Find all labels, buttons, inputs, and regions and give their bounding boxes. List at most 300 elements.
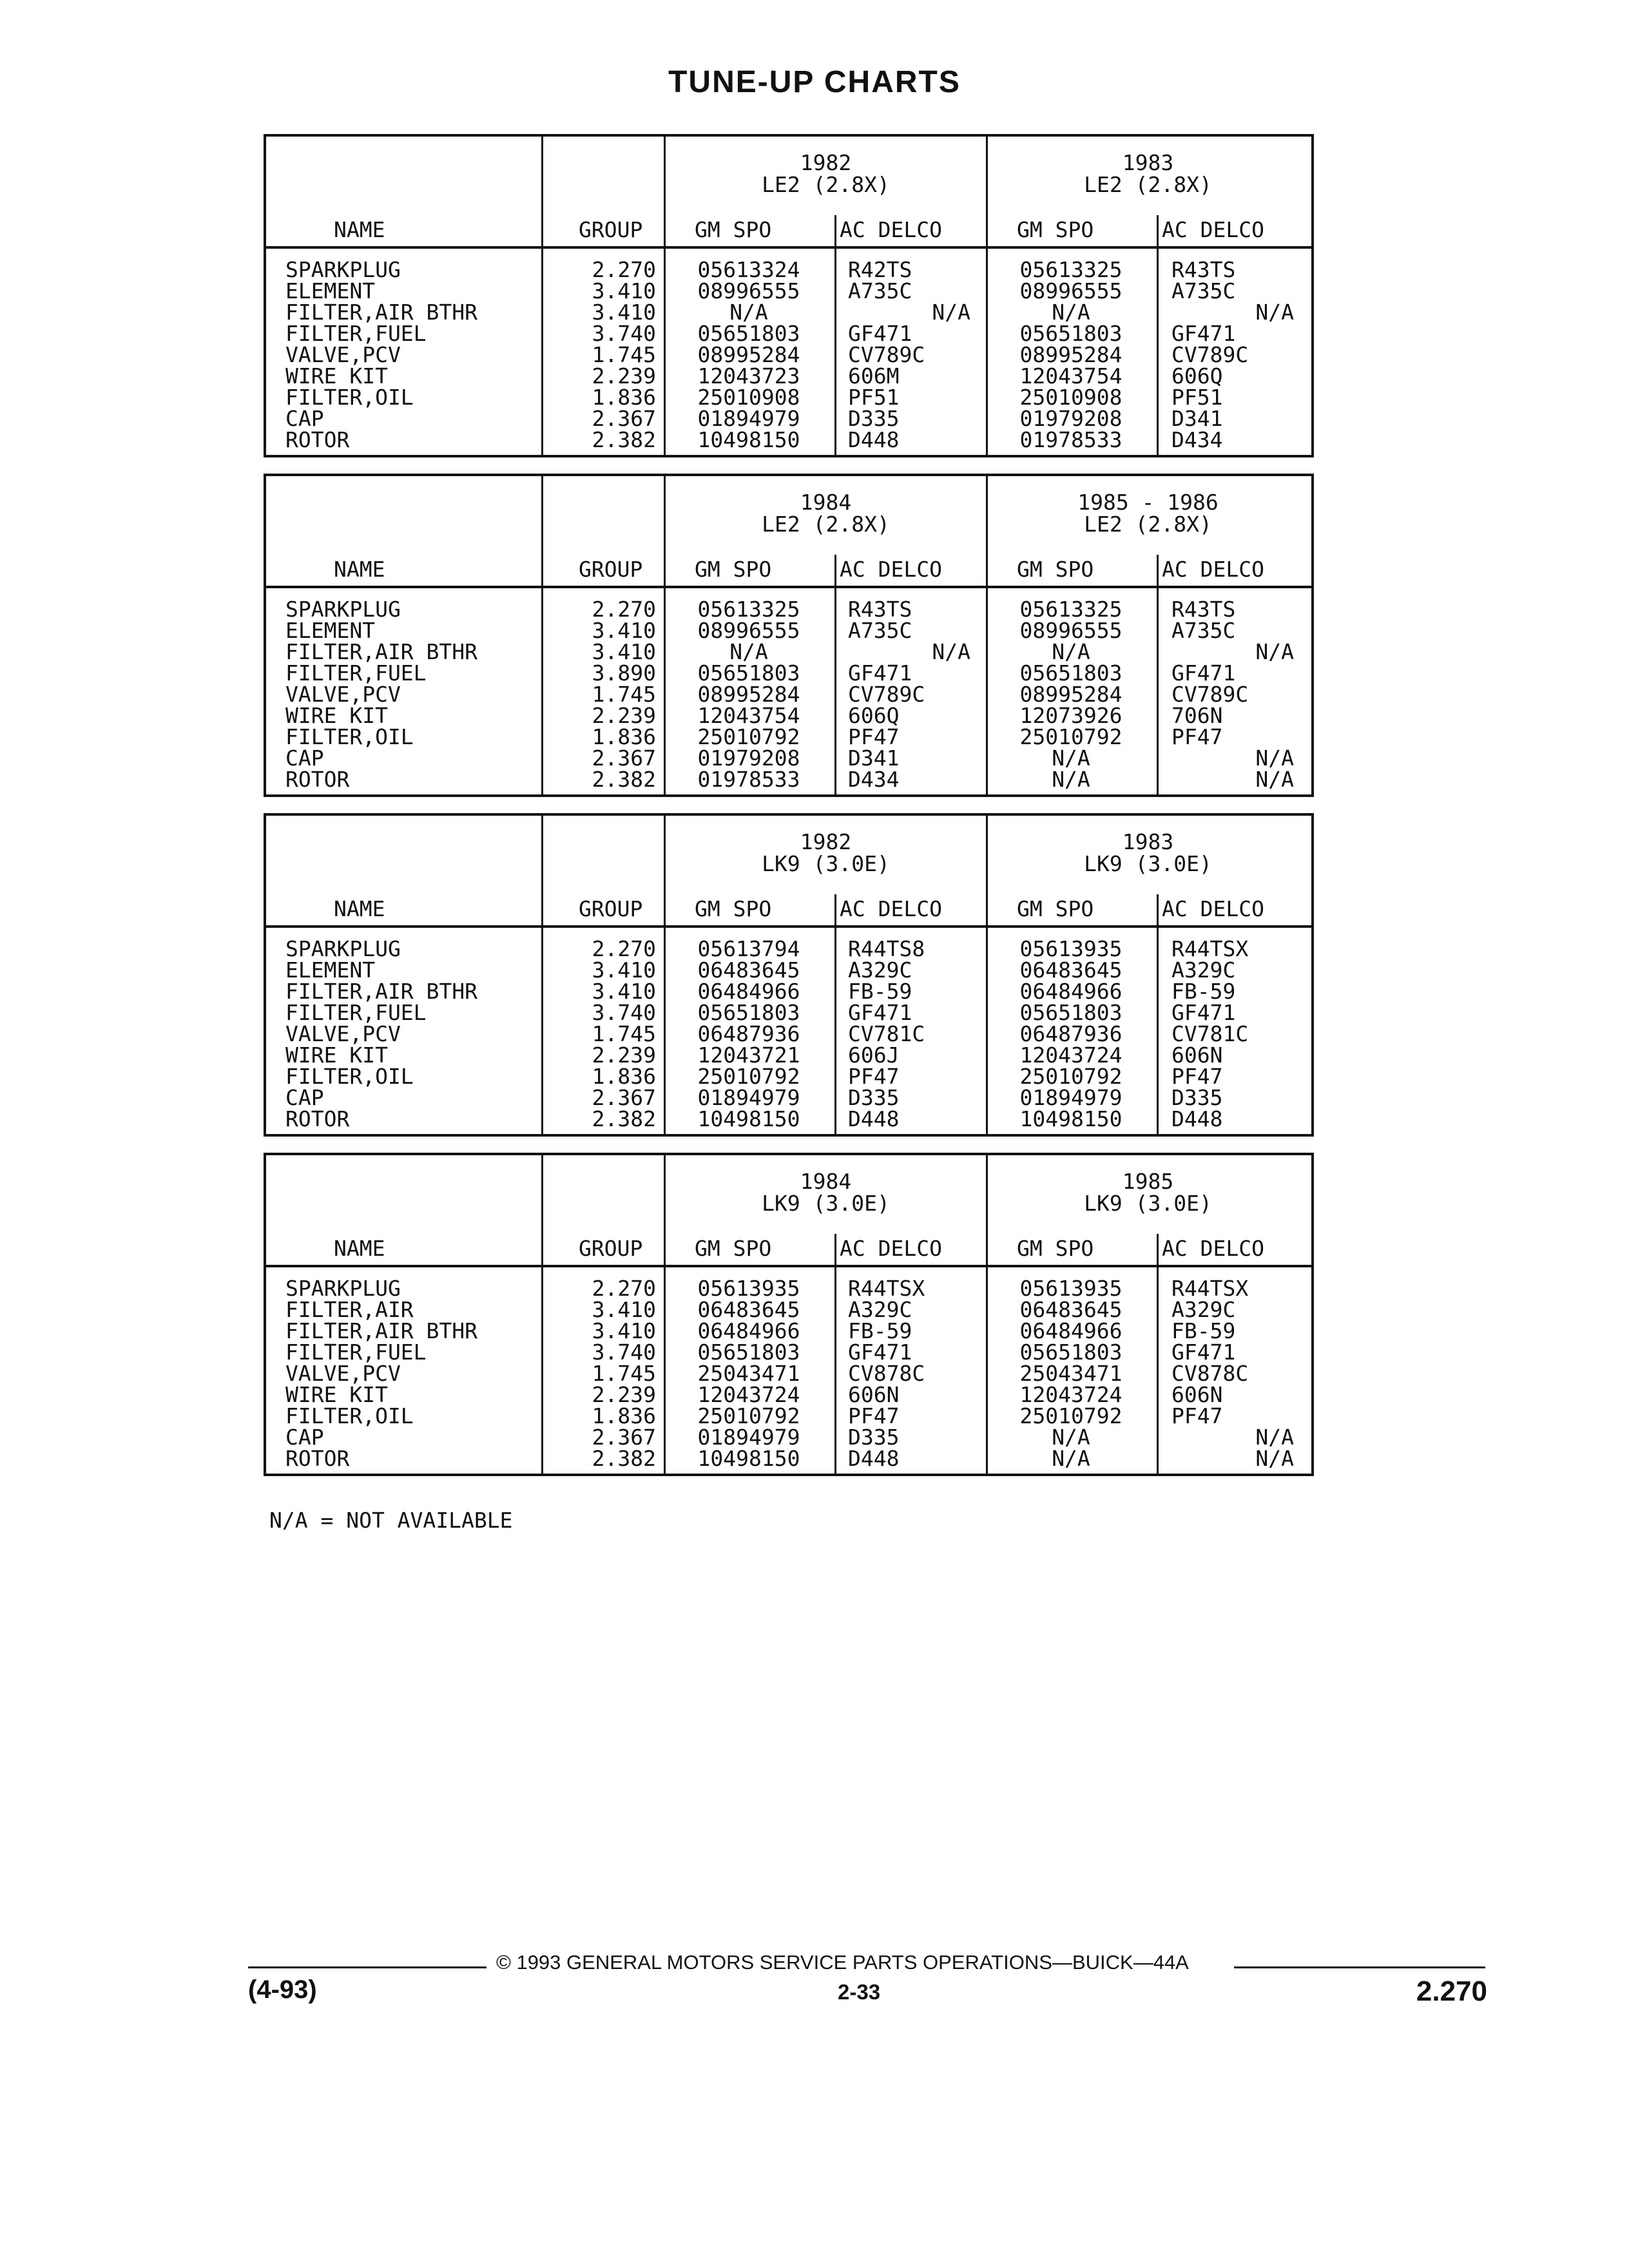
group-number: 2.270 <box>592 1276 656 1301</box>
gm-spo-number: 12043721 <box>697 1043 800 1068</box>
part-name: SPARKPLUG <box>285 257 401 282</box>
ac-delco-number: PF47 <box>848 724 900 749</box>
ac-delco-number: GF471 <box>1171 321 1236 346</box>
gm-spo-number: N/A <box>1052 300 1090 325</box>
part-name: FILTER,AIR BTHR <box>285 979 478 1004</box>
column-divider <box>541 476 543 586</box>
ac-delco-number: FB-59 <box>848 979 912 1004</box>
name-header: NAME <box>334 896 385 921</box>
gm-spo-header: GM SPO <box>1017 217 1094 242</box>
group-number: 2.239 <box>592 703 656 728</box>
part-name: ELEMENT <box>285 957 376 983</box>
ac-delco-number: D341 <box>1171 406 1223 431</box>
gm-spo-number: 25043471 <box>697 1361 800 1386</box>
chart-body <box>266 588 1311 794</box>
gm-spo-number: 05613935 <box>1019 1276 1123 1301</box>
group-number: 3.410 <box>592 957 656 983</box>
part-name: FILTER,OIL <box>285 385 414 410</box>
gm-spo-number: 08996555 <box>1019 618 1123 643</box>
gm-spo-number: 12043724 <box>697 1382 800 1407</box>
group-number: 3.410 <box>592 639 656 664</box>
gm-spo-number: 05613325 <box>697 597 800 622</box>
gm-spo-number: 05651803 <box>697 321 800 346</box>
chart-header <box>266 476 1311 588</box>
table-row <box>266 1299 1311 1320</box>
chart-body <box>266 928 1311 1134</box>
gm-spo-number: 12043754 <box>1019 363 1123 389</box>
ac-delco-number: D335 <box>848 406 900 431</box>
ac-delco-number: FB-59 <box>1171 1318 1236 1343</box>
ac-delco-number: CV781C <box>1171 1021 1249 1046</box>
table-row <box>266 1384 1311 1405</box>
gm-spo-number: 08996555 <box>1019 278 1123 303</box>
ac-delco-number: CV789C <box>1171 342 1249 367</box>
ac-delco-number: D335 <box>848 1085 900 1110</box>
column-divider <box>541 1155 543 1265</box>
gm-spo-number: 10498150 <box>1019 1106 1123 1131</box>
gm-spo-number: 25010908 <box>697 385 800 410</box>
period-engine: LE2 (2.8X) <box>1084 172 1212 197</box>
ac-delco-number: R43TS <box>1171 257 1236 282</box>
part-name: SPARKPLUG <box>285 936 401 961</box>
group-number: 2.270 <box>592 936 656 961</box>
gm-spo-number: 10498150 <box>697 1106 800 1131</box>
gm-spo-number: 01894979 <box>697 1085 800 1110</box>
period-year: 1984 <box>800 1169 852 1194</box>
part-name: FILTER,OIL <box>285 1064 414 1089</box>
part-name: VALVE,PCV <box>285 682 401 707</box>
table-row <box>266 1427 1311 1448</box>
chart-header <box>266 816 1311 928</box>
period-engine: LK9 (3.0E) <box>762 851 890 876</box>
ac-delco-number: N/A <box>1255 767 1294 792</box>
tune-up-chart <box>264 813 1314 1137</box>
part-name: ROTOR <box>285 1106 350 1131</box>
ac-delco-number: N/A <box>1255 745 1294 771</box>
gm-spo-number: N/A <box>729 300 768 325</box>
gm-spo-number: N/A <box>1052 745 1090 771</box>
group-number: 2.239 <box>592 1043 656 1068</box>
subcolumn-divider <box>834 1234 836 1265</box>
ac-delco-number: PF47 <box>1171 1403 1223 1428</box>
part-name: ELEMENT <box>285 278 376 303</box>
group-number: 2.270 <box>592 597 656 622</box>
ac-delco-number: GF471 <box>848 1340 912 1365</box>
copyright-line: © 1993 GENERAL MOTORS SERVICE PARTS OPERATIONS—BUICK—44A <box>496 1951 1189 1974</box>
period-year: 1985 <box>1122 1169 1174 1194</box>
gm-spo-number: 25010908 <box>1019 385 1123 410</box>
gm-spo-number: 05613325 <box>1019 597 1123 622</box>
table-row <box>266 1087 1311 1108</box>
period-engine: LE2 (2.8X) <box>1084 512 1212 537</box>
gm-spo-header: GM SPO <box>695 557 772 582</box>
group-number: 3.410 <box>592 1297 656 1322</box>
group-number: 1.745 <box>592 342 656 367</box>
group-header: GROUP <box>579 1236 643 1261</box>
ac-delco-number: FB-59 <box>848 1318 912 1343</box>
subcolumn-divider <box>1157 1234 1159 1265</box>
period-year: 1982 <box>800 150 852 175</box>
gm-spo-number: 12043724 <box>1019 1382 1123 1407</box>
group-number: 1.745 <box>592 682 656 707</box>
subcolumn-divider <box>1157 215 1159 246</box>
ac-delco-number: 606N <box>1171 1382 1223 1407</box>
period-engine: LE2 (2.8X) <box>762 172 890 197</box>
table-row <box>266 1363 1311 1384</box>
gm-spo-header: GM SPO <box>1017 1236 1094 1261</box>
part-name: VALVE,PCV <box>285 1021 401 1046</box>
part-name: VALVE,PCV <box>285 342 401 367</box>
group-number: 2.239 <box>592 1382 656 1407</box>
table-row <box>266 302 1311 323</box>
gm-spo-number: 25043471 <box>1019 1361 1123 1386</box>
part-name: ROTOR <box>285 767 350 792</box>
gm-spo-number: 01978533 <box>697 767 800 792</box>
part-name: FILTER,OIL <box>285 1403 414 1428</box>
ac-delco-header: AC DELCO <box>1162 896 1264 921</box>
part-name: WIRE KIT <box>285 363 388 389</box>
gm-spo-number: 06484966 <box>697 1318 800 1343</box>
name-header: NAME <box>334 1236 385 1261</box>
part-name: WIRE KIT <box>285 1043 388 1068</box>
gm-spo-number: N/A <box>1052 639 1090 664</box>
gm-spo-number: 01894979 <box>697 406 800 431</box>
ac-delco-number: N/A <box>1255 1425 1294 1450</box>
group-number: 3.410 <box>592 618 656 643</box>
group-number: 3.410 <box>592 979 656 1004</box>
gm-spo-number: 08996555 <box>697 278 800 303</box>
group-number: 1.836 <box>592 385 656 410</box>
ac-delco-number: A329C <box>1171 957 1236 983</box>
table-row <box>266 280 1311 302</box>
subcolumn-divider <box>834 894 836 925</box>
group-number: 2.382 <box>592 767 656 792</box>
ac-delco-number: D341 <box>848 745 900 771</box>
page-title: TUNE-UP CHARTS <box>668 65 961 99</box>
gm-spo-number: 05651803 <box>1019 1340 1123 1365</box>
table-row <box>266 259 1311 280</box>
table-row <box>266 1448 1311 1469</box>
gm-spo-number: 25010792 <box>1019 1403 1123 1428</box>
period-engine: LK9 (3.0E) <box>1084 1191 1212 1216</box>
table-row <box>266 684 1311 705</box>
ac-delco-header: AC DELCO <box>840 557 942 582</box>
gm-spo-number: N/A <box>729 639 768 664</box>
group-number: 3.410 <box>592 1318 656 1343</box>
gm-spo-number: 12073926 <box>1019 703 1123 728</box>
group-number: 2.382 <box>592 1106 656 1131</box>
gm-spo-number: 01979208 <box>1019 406 1123 431</box>
gm-spo-number: 08996555 <box>697 618 800 643</box>
ac-delco-number: R43TS <box>1171 597 1236 622</box>
part-name: ROTOR <box>285 427 350 452</box>
table-row <box>266 662 1311 684</box>
gm-spo-number: 05613794 <box>697 936 800 961</box>
part-name: FILTER,OIL <box>285 724 414 749</box>
gm-spo-number: 01978533 <box>1019 427 1123 452</box>
group-number: 3.740 <box>592 1340 656 1365</box>
ac-delco-number: PF47 <box>1171 724 1223 749</box>
table-row <box>266 387 1311 408</box>
part-name: CAP <box>285 745 324 771</box>
period-engine: LK9 (3.0E) <box>1084 851 1212 876</box>
ac-delco-number: GF471 <box>848 1000 912 1025</box>
table-row <box>266 1108 1311 1129</box>
part-name: FILTER,FUEL <box>285 1000 427 1025</box>
gm-spo-number: N/A <box>1052 1446 1090 1471</box>
group-number: 3.740 <box>592 321 656 346</box>
name-header: NAME <box>334 217 385 242</box>
ac-delco-number: N/A <box>1255 639 1294 664</box>
tune-up-chart <box>264 474 1314 797</box>
ac-delco-number: D448 <box>848 427 900 452</box>
group-number: 1.836 <box>592 1064 656 1089</box>
ac-delco-number: PF47 <box>848 1064 900 1089</box>
part-name: FILTER,AIR BTHR <box>285 1318 478 1343</box>
gm-spo-number: 08995284 <box>1019 342 1123 367</box>
table-row <box>266 599 1311 620</box>
ac-delco-number: D448 <box>848 1446 900 1471</box>
chart-body <box>266 249 1311 455</box>
ac-delco-number: 606N <box>1171 1043 1223 1068</box>
ac-delco-number: R44TSX <box>1171 936 1249 961</box>
gm-spo-number: 25010792 <box>697 1403 800 1428</box>
part-name: FILTER,AIR BTHR <box>285 300 478 325</box>
ac-delco-number: R44TSX <box>1171 1276 1249 1301</box>
ac-delco-number: 606Q <box>1171 363 1223 389</box>
gm-spo-header: GM SPO <box>695 1236 772 1261</box>
group-header: GROUP <box>579 217 643 242</box>
ac-delco-header: AC DELCO <box>1162 557 1264 582</box>
gm-spo-number: 25010792 <box>697 1064 800 1089</box>
ac-delco-header: AC DELCO <box>1162 1236 1264 1261</box>
part-name: WIRE KIT <box>285 703 388 728</box>
table-row <box>266 747 1311 769</box>
table-row <box>266 1341 1311 1363</box>
part-name: CAP <box>285 1085 324 1110</box>
ac-delco-number: GF471 <box>848 660 912 686</box>
ac-delco-number: R43TS <box>848 597 912 622</box>
gm-spo-number: 10498150 <box>697 427 800 452</box>
footer-rule-left <box>248 1966 487 1968</box>
subcolumn-divider <box>1157 894 1159 925</box>
group-number: 3.890 <box>592 660 656 686</box>
part-name: VALVE,PCV <box>285 1361 401 1386</box>
gm-spo-number: 06483645 <box>1019 1297 1123 1322</box>
ac-delco-number: CV789C <box>848 342 925 367</box>
gm-spo-number: 06487936 <box>1019 1021 1123 1046</box>
ac-delco-number: D335 <box>1171 1085 1223 1110</box>
ac-delco-number: CV789C <box>1171 682 1249 707</box>
part-name: ROTOR <box>285 1446 350 1471</box>
group-number: 2.270 <box>592 257 656 282</box>
group-number: 1.745 <box>592 1361 656 1386</box>
gm-spo-number: 25010792 <box>1019 724 1123 749</box>
gm-spo-number: 05651803 <box>1019 1000 1123 1025</box>
gm-spo-header: GM SPO <box>1017 557 1094 582</box>
ac-delco-number: GF471 <box>1171 1340 1236 1365</box>
ac-delco-header: AC DELCO <box>840 217 942 242</box>
ac-delco-number: A735C <box>848 278 912 303</box>
table-row <box>266 938 1311 959</box>
subcolumn-divider <box>834 215 836 246</box>
gm-spo-number: 08995284 <box>697 682 800 707</box>
table-row <box>266 408 1311 429</box>
chart-header <box>266 1155 1311 1267</box>
ac-delco-number: A735C <box>848 618 912 643</box>
table-row <box>266 323 1311 344</box>
table-row <box>266 769 1311 790</box>
gm-spo-number: 05651803 <box>697 1340 800 1365</box>
group-number: 2.367 <box>592 1085 656 1110</box>
ac-delco-number: PF47 <box>1171 1064 1223 1089</box>
group-number: 2.367 <box>592 1425 656 1450</box>
gm-spo-header: GM SPO <box>695 217 772 242</box>
gm-spo-header: GM SPO <box>1017 896 1094 921</box>
group-number: 2.367 <box>592 745 656 771</box>
gm-spo-number: 06484966 <box>1019 979 1123 1004</box>
gm-spo-number: 06483645 <box>697 957 800 983</box>
group-number: 2.382 <box>592 1446 656 1471</box>
ac-delco-number: FB-59 <box>1171 979 1236 1004</box>
gm-spo-number: 25010792 <box>697 724 800 749</box>
table-row <box>266 620 1311 641</box>
ac-delco-number: R44TS8 <box>848 936 925 961</box>
ac-delco-header: AC DELCO <box>840 896 942 921</box>
period-engine: LE2 (2.8X) <box>762 512 890 537</box>
ac-delco-number: CV878C <box>848 1361 925 1386</box>
part-name: CAP <box>285 1425 324 1450</box>
gm-spo-number: 05613325 <box>1019 257 1123 282</box>
table-row <box>266 1002 1311 1023</box>
ac-delco-number: 606J <box>848 1043 900 1068</box>
table-row <box>266 641 1311 662</box>
part-name: ELEMENT <box>285 618 376 643</box>
gm-spo-number: 05651803 <box>1019 321 1123 346</box>
revision-date: (4-93) <box>248 1975 317 2004</box>
part-name: FILTER,FUEL <box>285 660 427 686</box>
tune-up-chart <box>264 1153 1314 1476</box>
ac-delco-number: D434 <box>848 767 900 792</box>
ac-delco-number: PF51 <box>848 385 900 410</box>
gm-spo-number: 06484966 <box>697 979 800 1004</box>
ac-delco-number: CV781C <box>848 1021 925 1046</box>
group-number: 3.410 <box>592 300 656 325</box>
part-name: FILTER,FUEL <box>285 1340 427 1365</box>
ac-delco-number: N/A <box>932 300 970 325</box>
table-row <box>266 959 1311 981</box>
part-name: FILTER,AIR <box>285 1297 414 1322</box>
table-row <box>266 1044 1311 1066</box>
gm-spo-number: 12043724 <box>1019 1043 1123 1068</box>
ac-delco-number: R42TS <box>848 257 912 282</box>
period-year: 1984 <box>800 490 852 515</box>
ac-delco-number: D448 <box>848 1106 900 1131</box>
ac-delco-number: PF47 <box>848 1403 900 1428</box>
period-year: 1983 <box>1122 150 1174 175</box>
ac-delco-number: D434 <box>1171 427 1223 452</box>
gm-spo-number: 05651803 <box>697 660 800 686</box>
gm-spo-number: 01894979 <box>697 1425 800 1450</box>
gm-spo-number: 12043754 <box>697 703 800 728</box>
ac-delco-number: 706N <box>1171 703 1223 728</box>
ac-delco-number: GF471 <box>1171 1000 1236 1025</box>
section-number: 2.270 <box>1416 1975 1487 2007</box>
group-header: GROUP <box>579 896 643 921</box>
ac-delco-number: A329C <box>1171 1297 1236 1322</box>
part-name: SPARKPLUG <box>285 1276 401 1301</box>
gm-spo-number: 05613324 <box>697 257 800 282</box>
group-number: 1.836 <box>592 1403 656 1428</box>
group-number: 1.745 <box>592 1021 656 1046</box>
ac-delco-number: 606N <box>848 1382 900 1407</box>
page-number: 2-33 <box>838 1980 881 2004</box>
group-number: 3.740 <box>592 1000 656 1025</box>
footer-rule-right <box>1234 1966 1485 1968</box>
table-row <box>266 1066 1311 1087</box>
gm-spo-number: 05651803 <box>1019 660 1123 686</box>
table-row <box>266 726 1311 747</box>
ac-delco-header: AC DELCO <box>840 1236 942 1261</box>
part-name: CAP <box>285 406 324 431</box>
ac-delco-number: 606M <box>848 363 900 389</box>
ac-delco-number: N/A <box>932 639 970 664</box>
period-engine: LK9 (3.0E) <box>762 1191 890 1216</box>
group-number: 1.836 <box>592 724 656 749</box>
ac-delco-number: CV878C <box>1171 1361 1249 1386</box>
period-year: 1983 <box>1122 829 1174 854</box>
table-row <box>266 365 1311 387</box>
gm-spo-number: 06483645 <box>697 1297 800 1322</box>
ac-delco-number: A329C <box>848 957 912 983</box>
gm-spo-number: 06487936 <box>697 1021 800 1046</box>
group-number: 2.367 <box>592 406 656 431</box>
gm-spo-number: 05651803 <box>697 1000 800 1025</box>
gm-spo-number: N/A <box>1052 767 1090 792</box>
gm-spo-number: 01979208 <box>697 745 800 771</box>
gm-spo-number: 01894979 <box>1019 1085 1123 1110</box>
group-number: 3.410 <box>592 278 656 303</box>
period-year: 1982 <box>800 829 852 854</box>
column-divider <box>541 816 543 925</box>
table-row <box>266 981 1311 1002</box>
part-name: FILTER,FUEL <box>285 321 427 346</box>
ac-delco-number: R44TSX <box>848 1276 925 1301</box>
ac-delco-number: N/A <box>1255 300 1294 325</box>
na-footnote: N/A = NOT AVAILABLE <box>269 1508 513 1533</box>
ac-delco-number: PF51 <box>1171 385 1223 410</box>
gm-spo-number: 10498150 <box>697 1446 800 1471</box>
gm-spo-number: N/A <box>1052 1425 1090 1450</box>
table-row <box>266 1023 1311 1044</box>
part-name: FILTER,AIR BTHR <box>285 639 478 664</box>
ac-delco-header: AC DELCO <box>1162 217 1264 242</box>
ac-delco-number: A329C <box>848 1297 912 1322</box>
ac-delco-number: N/A <box>1255 1446 1294 1471</box>
ac-delco-number: GF471 <box>1171 660 1236 686</box>
ac-delco-number: A735C <box>1171 618 1236 643</box>
ac-delco-number: GF471 <box>848 321 912 346</box>
gm-spo-header: GM SPO <box>695 896 772 921</box>
ac-delco-number: A735C <box>1171 278 1236 303</box>
ac-delco-number: 606Q <box>848 703 900 728</box>
subcolumn-divider <box>834 555 836 586</box>
gm-spo-number: 06484966 <box>1019 1318 1123 1343</box>
gm-spo-number: 05613935 <box>1019 936 1123 961</box>
tune-up-chart <box>264 134 1314 457</box>
table-row <box>266 344 1311 365</box>
part-name: SPARKPLUG <box>285 597 401 622</box>
